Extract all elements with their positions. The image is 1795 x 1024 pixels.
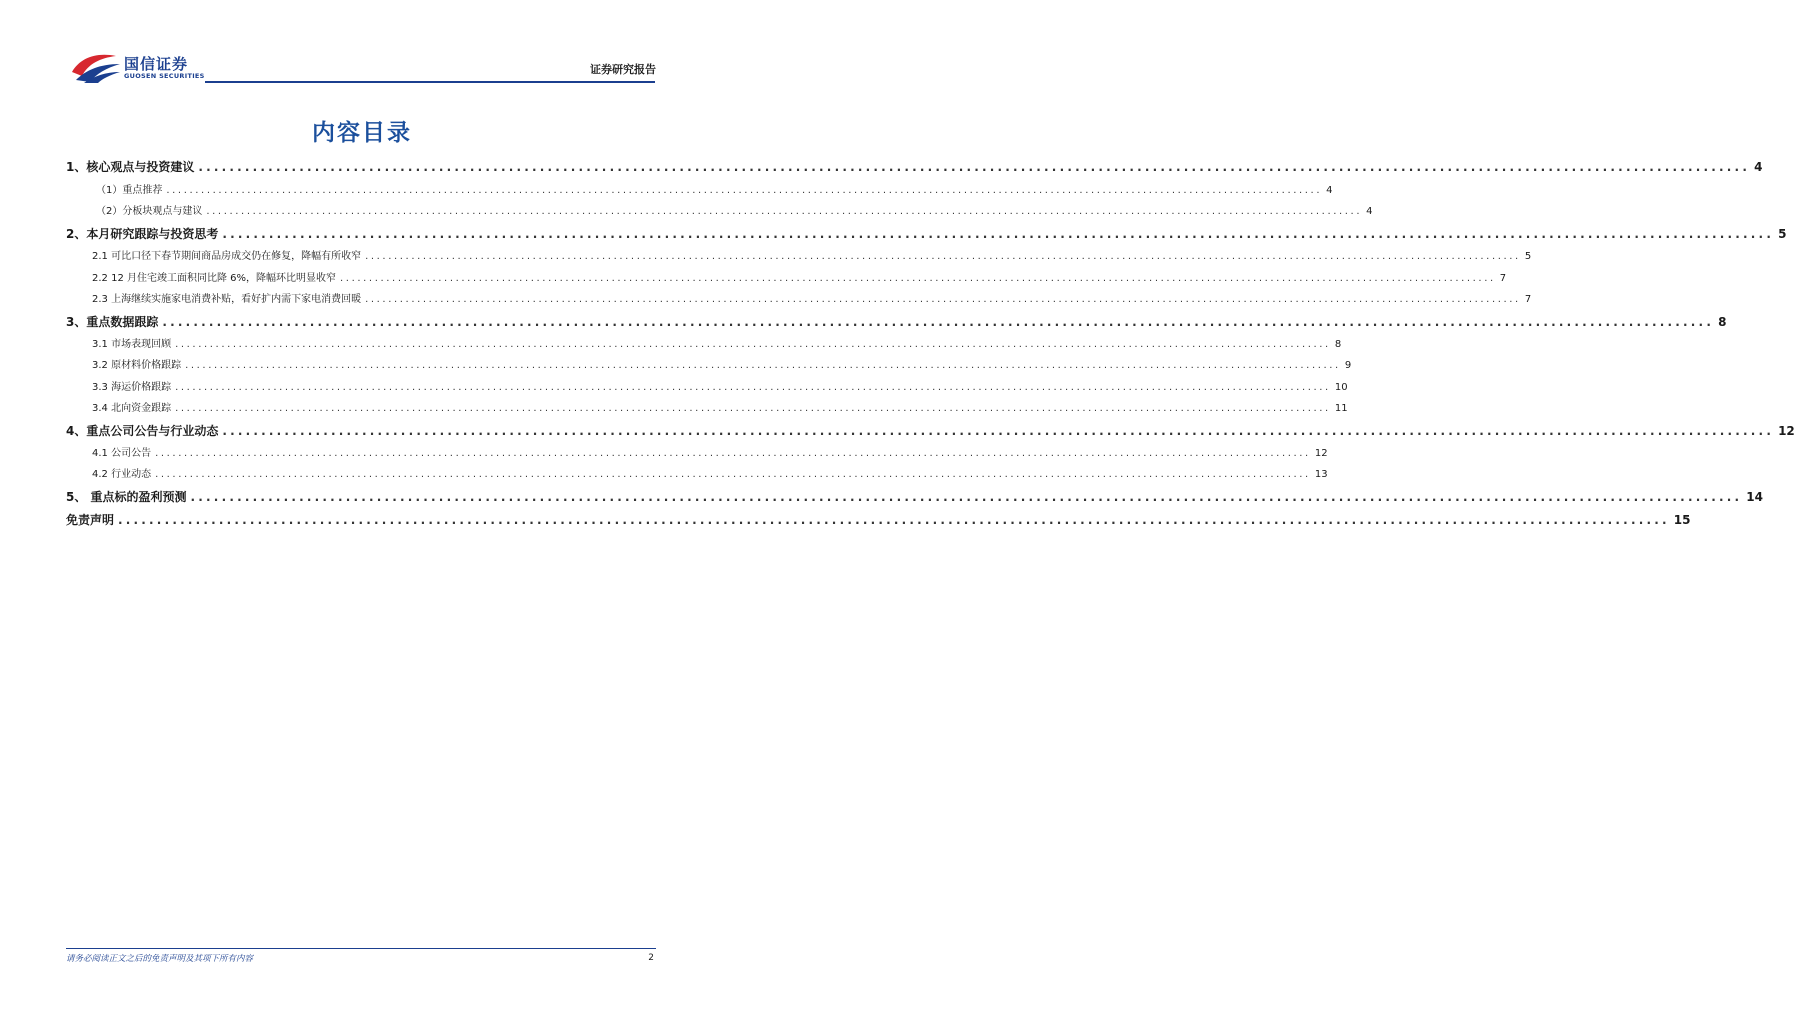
toc-leader-dots: ........................................................................................................................................................................................................ bbox=[222, 227, 1775, 241]
toc-leader-dots: ........................................................................................................................................................................................................ bbox=[175, 403, 1331, 414]
toc-subsection-entry[interactable] bbox=[66, 269, 1507, 284]
toc-subsection-entry[interactable] bbox=[66, 378, 1348, 393]
toc-entry-label: 2、本月研究跟踪与投资思考 bbox=[66, 227, 219, 241]
toc-section-entry[interactable] bbox=[66, 313, 1727, 330]
logo-text-cn: 国信证券 bbox=[124, 55, 189, 73]
toc-section-entry[interactable] bbox=[66, 511, 1691, 528]
toc-entry-label: 2.2 12 月住宅竣工面积同比降 6%，降幅环比明显收窄 bbox=[92, 273, 337, 284]
toc-leader-dots: ........................................................................................................................................................................................................ bbox=[118, 513, 1670, 527]
toc-entry-label: 3.3 海运价格跟踪 bbox=[92, 382, 172, 393]
toc-entry-page: 12 bbox=[1314, 448, 1328, 459]
toc-entry-page: 11 bbox=[1334, 403, 1348, 414]
report-type-label: 证券研究报告 bbox=[590, 63, 656, 76]
toc-leader-dots: ........................................................................................................................................................................................................ bbox=[365, 294, 1521, 305]
toc-leader-dots: ........................................................................................................................................................................................................ bbox=[198, 160, 1751, 174]
toc-leader-dots: ........................................................................................................................................................................................................ bbox=[365, 251, 1521, 262]
toc-entry-label: （2）分板块观点与建议 bbox=[96, 206, 203, 217]
toc-subsection-entry[interactable] bbox=[66, 290, 1532, 305]
toc-entry-label: 2.1 可比口径下春节期间商品房成交仍在修复，降幅有所收窄 bbox=[92, 251, 362, 262]
toc-entry-page: 13 bbox=[1314, 469, 1328, 480]
toc-section-entry[interactable] bbox=[66, 225, 1787, 242]
toc-leader-dots: ........................................................................................................................................................................................................ bbox=[175, 339, 1331, 350]
footer-divider bbox=[66, 948, 656, 949]
toc-leader-dots: ........................................................................................................................................................................................................ bbox=[222, 424, 1775, 438]
toc-entry-label: 1、核心观点与投资建议 bbox=[66, 160, 195, 174]
toc-entry-page: 8 bbox=[1334, 339, 1342, 350]
toc-entry-page: 9 bbox=[1344, 360, 1352, 371]
toc-subsection-entry[interactable] bbox=[66, 444, 1328, 459]
header-divider bbox=[205, 81, 655, 83]
toc-leader-dots: ........................................................................................................................................................................................................ bbox=[340, 273, 1496, 284]
toc-entry-page: 15 bbox=[1673, 513, 1691, 527]
toc-entry-label: 3.4 北向资金跟踪 bbox=[92, 403, 172, 414]
toc-entry-page: 7 bbox=[1499, 273, 1507, 284]
toc-entry-page: 4 bbox=[1366, 206, 1373, 217]
toc-entry-label: 4.2 行业动态 bbox=[92, 469, 152, 480]
guosen-logo-icon bbox=[70, 50, 122, 84]
toc-section-entry[interactable] bbox=[66, 488, 1763, 505]
toc-entry-label: 4、重点公司公告与行业动态 bbox=[66, 424, 219, 438]
toc-subsection-entry[interactable] bbox=[66, 202, 1373, 217]
toc-section-entry[interactable] bbox=[66, 422, 1795, 439]
toc-entry-label: 3.2 原材料价格跟踪 bbox=[92, 360, 182, 371]
toc-entry-page: 12 bbox=[1778, 424, 1795, 438]
toc-entry-page: 10 bbox=[1334, 382, 1348, 393]
toc-title: 内容目录 bbox=[312, 120, 412, 146]
toc-entry-label: 3、重点数据跟踪 bbox=[66, 315, 159, 329]
toc-entry-page: 14 bbox=[1746, 490, 1763, 504]
toc-leader-dots: ........................................................................................................................................................................................................ bbox=[185, 360, 1341, 371]
page-header bbox=[0, 0, 724, 90]
toc-subsection-entry[interactable] bbox=[66, 247, 1532, 262]
toc-entry-label: 免责声明 bbox=[66, 513, 115, 527]
toc-leader-dots: ........................................................................................................................................................................................................ bbox=[206, 206, 1363, 217]
toc-entry-label: 4.1 公司公告 bbox=[92, 448, 152, 459]
page-number: 2 bbox=[648, 953, 654, 963]
toc-entry-label: 2.3 上海继续实施家电消费补贴，看好扩内需下家电消费回暖 bbox=[92, 294, 362, 305]
toc-subsection-entry[interactable] bbox=[66, 181, 1333, 196]
toc-subsection-entry[interactable] bbox=[66, 399, 1348, 414]
toc-entry-page: 5 bbox=[1778, 227, 1787, 241]
toc-leader-dots: ........................................................................................................................................................................................................ bbox=[155, 448, 1311, 459]
toc-entry-page: 5 bbox=[1524, 251, 1532, 262]
toc-entry-page: 8 bbox=[1718, 315, 1727, 329]
toc-entry-label: 5、 重点标的盈利预测 bbox=[66, 490, 187, 504]
toc-entry-page: 4 bbox=[1754, 160, 1763, 174]
toc-leader-dots: ........................................................................................................................................................................................................ bbox=[162, 315, 1715, 329]
toc-entry-page: 4 bbox=[1326, 185, 1333, 196]
logo-text-en: GUOSEN SECURITIES bbox=[124, 72, 205, 80]
toc-section-entry[interactable] bbox=[66, 158, 1763, 175]
toc-subsection-entry[interactable] bbox=[66, 356, 1352, 371]
toc-leader-dots: ........................................................................................................................................................................................................ bbox=[155, 469, 1311, 480]
toc-entry-label: （1）重点推荐 bbox=[96, 185, 163, 196]
toc-leader-dots: ........................................................................................................................................................................................................ bbox=[166, 185, 1323, 196]
toc-leader-dots: ........................................................................................................................................................................................................ bbox=[175, 382, 1331, 393]
footer-disclaimer: 请务必阅读正文之后的免责声明及其项下所有内容 bbox=[66, 954, 254, 964]
toc-subsection-entry[interactable] bbox=[66, 465, 1328, 480]
toc-entry-page: 7 bbox=[1524, 294, 1532, 305]
toc-leader-dots: ........................................................................................................................................................................................................ bbox=[190, 490, 1743, 504]
toc-entry-label: 3.1 市场表现回顾 bbox=[92, 339, 172, 350]
toc-subsection-entry[interactable] bbox=[66, 335, 1342, 350]
